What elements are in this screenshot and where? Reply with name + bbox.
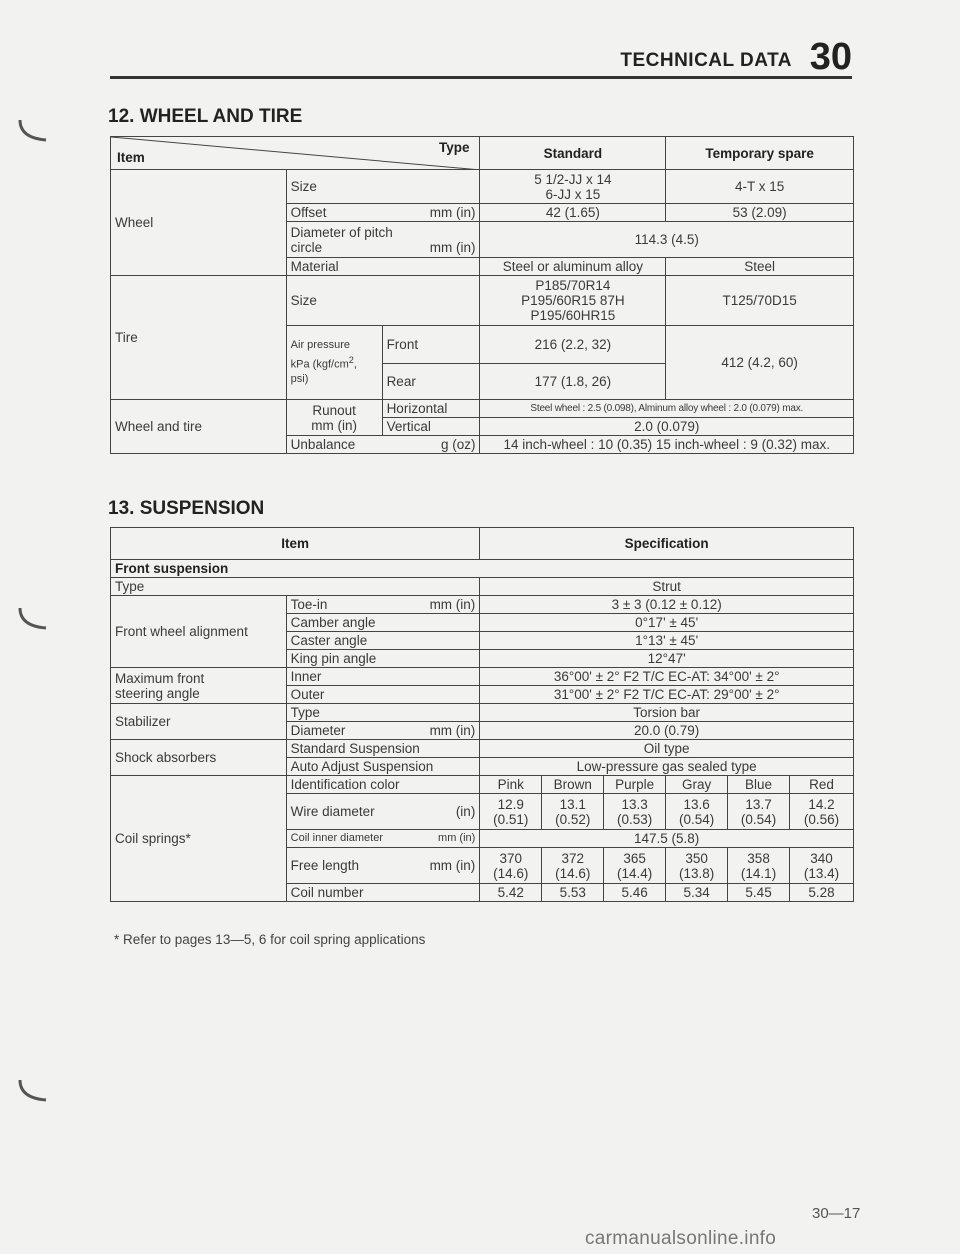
material-label: Material xyxy=(286,258,480,276)
stabilizer-type-value: Torsion bar xyxy=(480,704,854,722)
front-suspension-heading: Front suspension xyxy=(111,560,854,578)
air-pressure-label: Air pressure kPa ($kgf/cm^2$, psi) xyxy=(286,326,382,400)
free-length-cell: 365 (14.4) xyxy=(604,848,666,884)
pitch-label: Diameter of pitch circle mm (in) xyxy=(286,222,480,258)
binder-mark-3 xyxy=(16,1078,56,1108)
type-label: Type xyxy=(111,578,480,596)
free-length-cell: 372 (14.6) xyxy=(542,848,604,884)
wire-diameter-label: Wire diameter (in) xyxy=(286,794,480,830)
vertical-value: 2.0 (0.079) xyxy=(480,418,854,436)
unbalance-value: 14 inch-wheel : 10 (0.35) 15 inch-wheel : 9 (0.32) max. xyxy=(480,436,854,454)
coil-number-cell: 5.46 xyxy=(604,884,666,902)
coil-number-cell: 5.28 xyxy=(790,884,854,902)
horizontal-value: Steel wheel : 2.5 (0.098), Alminum alloy wheel : 2.0 (0.079) max. xyxy=(480,400,854,418)
free-length-cell: 350 (13.8) xyxy=(666,848,728,884)
runout-label: Runout mm (in) xyxy=(286,400,382,436)
coil-springs-label: Coil springs* xyxy=(111,776,287,902)
front-label: Front xyxy=(382,326,480,364)
camber-value: 0°17' ± 45' xyxy=(480,614,854,632)
free-length-cell: 340 (13.4) xyxy=(790,848,854,884)
free-length-cell: 358 (14.1) xyxy=(728,848,790,884)
free-length-cell: 370 (14.6) xyxy=(480,848,542,884)
offset-standard: 42 (1.65) xyxy=(480,204,666,222)
shock-absorbers-label: Shock absorbers xyxy=(111,740,287,776)
type-value: Strut xyxy=(480,578,854,596)
auto-suspension-value: Low-pressure gas sealed type xyxy=(480,758,854,776)
rear-label: Rear xyxy=(382,364,480,400)
coil-inner-diameter-label: Coil inner diameter mm (in) xyxy=(286,830,480,848)
wheel-size-label: Size xyxy=(286,170,480,204)
pitch-value: 114.3 (4.5) xyxy=(480,222,854,258)
type-header-label: Type xyxy=(438,140,470,155)
stabilizer-label: Stabilizer xyxy=(111,704,287,740)
wheel-tire-table xyxy=(110,136,854,454)
wire-cell: 12.9 (0.51) xyxy=(480,794,542,830)
spare-pressure: 412 (4.2, 60) xyxy=(666,326,854,400)
kingpin-label: King pin angle xyxy=(286,650,480,668)
wire-cell: 13.7 (0.54) xyxy=(728,794,790,830)
binder-mark-2 xyxy=(16,606,56,636)
coil-number-cell: 5.45 xyxy=(728,884,790,902)
wheel-and-tire-label: Wheel and tire xyxy=(111,400,287,454)
color-cell: Brown xyxy=(542,776,604,794)
item-header: Item xyxy=(111,528,480,560)
unbalance-label: Unbalance g (oz) xyxy=(286,436,480,454)
offset-label: Offset mm (in) xyxy=(286,204,480,222)
item-header-label: Item xyxy=(117,150,145,165)
inner-label: Inner xyxy=(286,668,480,686)
section-heading-suspension: 13. SUSPENSION xyxy=(108,498,265,519)
wheel-label: Wheel xyxy=(111,170,287,276)
suspension-table xyxy=(110,527,854,902)
binder-mark-1 xyxy=(16,118,56,148)
color-cell: Purple xyxy=(604,776,666,794)
material-standard: Steel or aluminum alloy xyxy=(480,258,666,276)
caster-value: 1°13' ± 45' xyxy=(480,632,854,650)
rear-pressure: 177 (1.8, 26) xyxy=(480,364,666,400)
watermark: carmanualsonline.info xyxy=(585,1228,777,1249)
camber-label: Camber angle xyxy=(286,614,480,632)
tire-size-spare: T125/70D15 xyxy=(666,276,854,326)
inner-value: 36°00' ± 2° F2 T/C EC-AT: 34°00' ± 2° xyxy=(480,668,854,686)
toein-label: Toe-in mm (in) xyxy=(286,596,480,614)
auto-suspension-label: Auto Adjust Suspension xyxy=(286,758,480,776)
outer-label: Outer xyxy=(286,686,480,704)
page-header xyxy=(110,36,852,79)
wire-cell: 13.6 (0.54) xyxy=(666,794,728,830)
kingpin-value: 12°47' xyxy=(480,650,854,668)
chapter-number: 30 xyxy=(809,36,852,78)
color-cell: Gray xyxy=(666,776,728,794)
coil-number-cell: 5.53 xyxy=(542,884,604,902)
toein-value: 3 ± 3 (0.12 ± 0.12) xyxy=(480,596,854,614)
standard-suspension-label: Standard Suspension xyxy=(286,740,480,758)
standard-header: Standard xyxy=(480,137,666,170)
color-cell: Pink xyxy=(480,776,542,794)
standard-suspension-value: Oil type xyxy=(480,740,854,758)
diameter-label: Diameter mm (in) xyxy=(286,722,480,740)
wire-cell: 13.3 (0.53) xyxy=(604,794,666,830)
coil-number-cell: 5.34 xyxy=(666,884,728,902)
section-heading-wheel: 12. WHEEL AND TIRE xyxy=(108,106,303,127)
steering-angle-label: Maximum front steering angle xyxy=(111,668,287,704)
front-pressure: 216 (2.2, 32) xyxy=(480,326,666,364)
horizontal-label: Horizontal xyxy=(382,400,480,418)
coil-inner-diameter-value: 147.5 (5.8) xyxy=(480,830,854,848)
diameter-value: 20.0 (0.79) xyxy=(480,722,854,740)
identification-color-label: Identification color xyxy=(286,776,480,794)
coil-number-cell: 5.42 xyxy=(480,884,542,902)
wire-cell: 13.1 (0.52) xyxy=(542,794,604,830)
footnote: * Refer to pages 13—5, 6 for coil spring applications xyxy=(114,932,426,947)
item-type-header xyxy=(111,137,480,170)
free-length-label: Free length mm (in) xyxy=(286,848,480,884)
color-cell: Blue xyxy=(728,776,790,794)
tire-label: Tire xyxy=(111,276,287,400)
header-title: TECHNICAL DATA xyxy=(620,50,792,71)
tire-size-standard: P185/70R14 P195/60R15 87H P195/60HR15 xyxy=(480,276,666,326)
offset-spare: 53 (2.09) xyxy=(666,204,854,222)
spare-header: Temporary spare xyxy=(666,137,854,170)
tire-size-label: Size xyxy=(286,276,480,326)
outer-value: 31°00' ± 2° F2 T/C EC-AT: 29°00' ± 2° xyxy=(480,686,854,704)
wheel-size-standard: 5 1/2-JJ x 14 6-JJ x 15 xyxy=(480,170,666,204)
page-number: 30—17 xyxy=(812,1205,861,1222)
front-wheel-alignment-label: Front wheel alignment xyxy=(111,596,287,668)
material-spare: Steel xyxy=(666,258,854,276)
wire-cell: 14.2 (0.56) xyxy=(790,794,854,830)
wheel-size-spare: 4-T x 15 xyxy=(666,170,854,204)
specification-header: Specification xyxy=(480,528,854,560)
stabilizer-type-label: Type xyxy=(286,704,480,722)
vertical-label: Vertical xyxy=(382,418,480,436)
coil-number-label: Coil number xyxy=(286,884,480,902)
color-cell: Red xyxy=(790,776,854,794)
caster-label: Caster angle xyxy=(286,632,480,650)
